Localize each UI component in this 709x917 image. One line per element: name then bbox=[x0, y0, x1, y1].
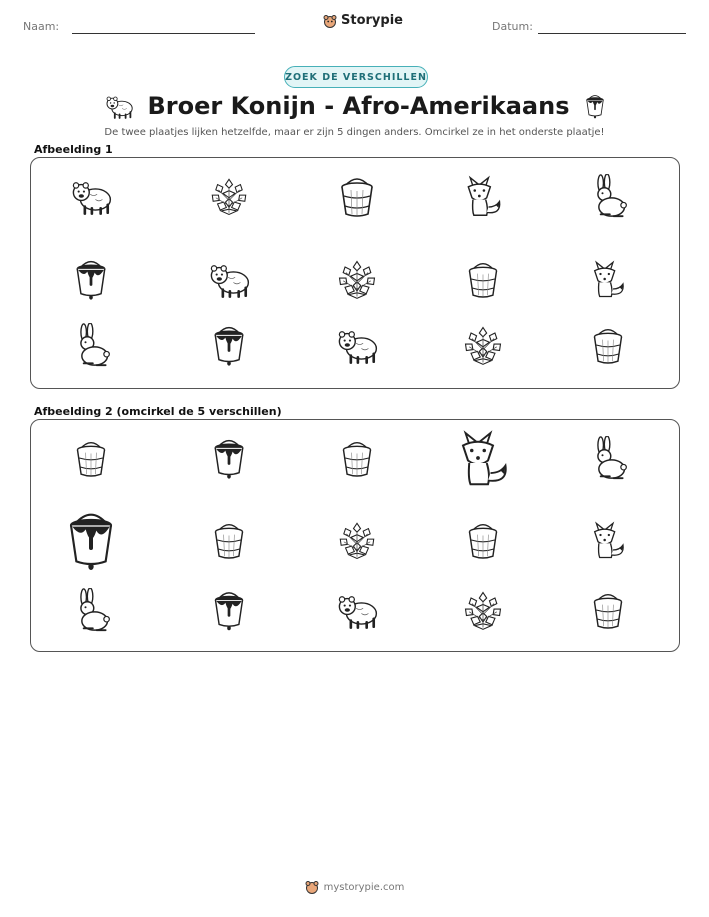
title-bucket-icon bbox=[584, 92, 606, 120]
bush-icon bbox=[460, 322, 506, 368]
panel1-bucket-icon bbox=[465, 257, 501, 301]
bucket-tar-icon bbox=[71, 257, 111, 301]
bucket-tar-icon bbox=[64, 508, 118, 572]
title-row bbox=[0, 92, 709, 120]
date-field[interactable] bbox=[538, 33, 686, 34]
rabbit-icon bbox=[586, 436, 630, 480]
panel2-rabbit-icon[interactable] bbox=[586, 436, 630, 480]
fox-icon bbox=[588, 257, 628, 301]
bucket-tar-icon bbox=[210, 436, 248, 480]
panel2-bush-icon[interactable] bbox=[460, 587, 506, 633]
brand-name: Storypie bbox=[341, 13, 403, 28]
panel2-bucket-tar-icon[interactable] bbox=[64, 508, 118, 572]
bear-icon bbox=[207, 257, 251, 301]
bush-icon bbox=[207, 174, 251, 218]
panel1-label: Afbeelding 1 bbox=[34, 143, 113, 156]
panel1-rabbit-icon bbox=[69, 323, 113, 367]
name-field[interactable] bbox=[72, 33, 255, 34]
footer bbox=[0, 880, 709, 894]
brand-logo bbox=[323, 13, 403, 28]
picture-panel-2[interactable] bbox=[30, 419, 680, 652]
rabbit-icon bbox=[69, 323, 113, 367]
bear-icon bbox=[335, 588, 379, 632]
page-title: Broer Konijn - Afro-Amerikaans bbox=[147, 92, 570, 120]
worksheet-type-badge: ZOEK DE VERSCHILLEN bbox=[284, 66, 428, 88]
panel1-bucket-icon bbox=[590, 323, 626, 367]
fox-icon bbox=[453, 425, 513, 491]
panel2-bucket-tar-icon[interactable] bbox=[211, 588, 247, 632]
panel1-bear-icon bbox=[335, 323, 379, 367]
panel1-bear-icon bbox=[207, 257, 251, 301]
panel1-bush-icon bbox=[334, 256, 380, 302]
panel2-fox-icon[interactable] bbox=[453, 425, 513, 491]
footer-url: mystorypie.com bbox=[323, 881, 405, 893]
title-bear-icon bbox=[104, 92, 134, 120]
panel2-rabbit-icon[interactable] bbox=[69, 588, 113, 632]
bush-icon bbox=[460, 587, 506, 633]
panel1-fox-icon bbox=[588, 257, 628, 301]
panel1-bucket-icon bbox=[337, 174, 377, 218]
footer-logo-icon bbox=[305, 880, 319, 894]
fox-icon bbox=[461, 174, 505, 218]
panel2-bucket-icon[interactable] bbox=[339, 436, 375, 480]
rabbit-icon bbox=[69, 588, 113, 632]
bucket-tar-icon bbox=[211, 588, 247, 632]
storypie-logo-icon bbox=[323, 14, 337, 28]
panel1-bear-icon bbox=[69, 174, 113, 218]
bucket-icon bbox=[211, 518, 247, 562]
bush-icon bbox=[335, 518, 379, 562]
rabbit-icon bbox=[586, 174, 630, 218]
bucket-icon bbox=[73, 436, 109, 480]
worksheet-header bbox=[0, 0, 709, 40]
panel2-bucket-tar-icon[interactable] bbox=[210, 436, 248, 480]
picture-panel-1 bbox=[30, 157, 680, 389]
panel1-rabbit-icon bbox=[586, 174, 630, 218]
panel1-bucket-tar-icon bbox=[210, 323, 248, 367]
panel2-bucket-icon[interactable] bbox=[465, 518, 501, 562]
panel1-bucket-tar-icon bbox=[71, 257, 111, 301]
panel2-bucket-icon[interactable] bbox=[211, 518, 247, 562]
bear-icon bbox=[335, 323, 379, 367]
panel2-bucket-icon[interactable] bbox=[590, 588, 626, 632]
panel2-label[interactable]: Afbeelding 2 (omcirkel de 5 verschillen) bbox=[34, 405, 282, 418]
bucket-icon bbox=[339, 436, 375, 480]
bucket-tar-icon bbox=[210, 323, 248, 367]
panel1-bush-icon bbox=[460, 322, 506, 368]
panel2-bush-icon[interactable] bbox=[335, 518, 379, 562]
bucket-icon bbox=[337, 174, 377, 218]
bear-icon bbox=[69, 174, 113, 218]
date-label: Datum: bbox=[492, 20, 533, 33]
instructions: De twee plaatjes lijken hetzelfde, maar er zijn 5 dingen anders. Omcirkel ze in het onderste plaatje! bbox=[104, 127, 605, 138]
panel2-bucket-icon[interactable] bbox=[73, 436, 109, 480]
panel2-bear-icon[interactable] bbox=[335, 588, 379, 632]
bucket-icon bbox=[590, 588, 626, 632]
panel1-bush-icon bbox=[207, 174, 251, 218]
name-label: Naam: bbox=[23, 20, 60, 33]
bucket-icon bbox=[590, 323, 626, 367]
bucket-icon bbox=[465, 518, 501, 562]
bush-icon bbox=[334, 256, 380, 302]
panel1-fox-icon bbox=[461, 174, 505, 218]
bucket-icon bbox=[465, 257, 501, 301]
panel2-fox-icon[interactable] bbox=[588, 518, 628, 562]
fox-icon bbox=[588, 518, 628, 562]
